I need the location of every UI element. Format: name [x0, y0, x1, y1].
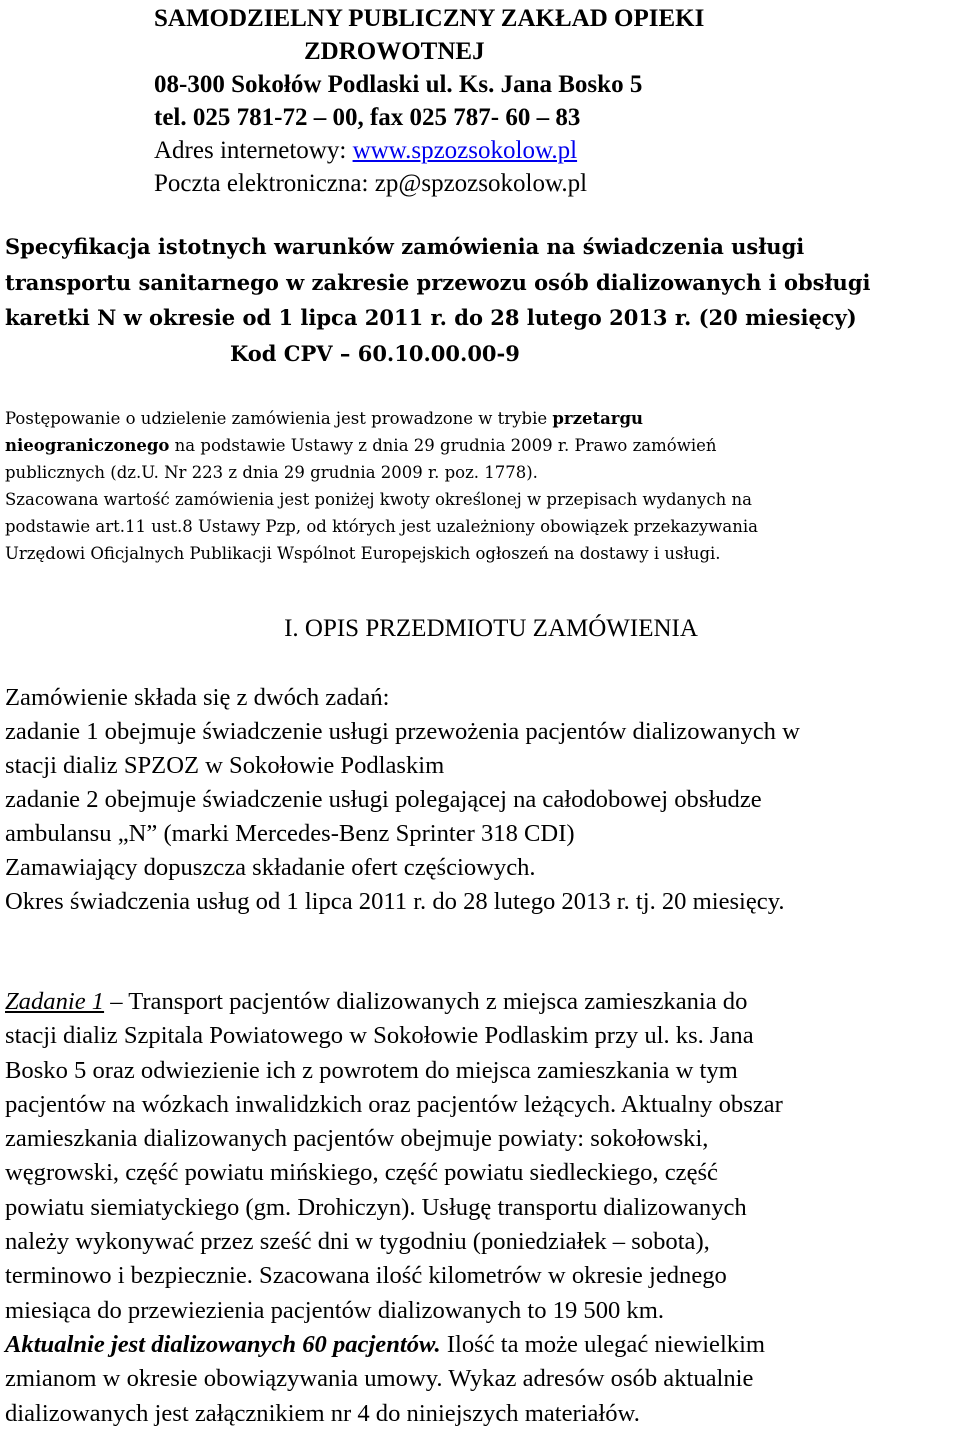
website-line: [154, 134, 914, 167]
task1-line3: Bosko 5 oraz odwiezienie ich z powrotem do miejsca zamieszkania w tym: [5, 1056, 738, 1084]
task1-paragraph: [5, 985, 955, 1431]
task1-line13: dializowanych jest załącznikiem nr 4 do niniejszych materiałów.: [5, 1399, 640, 1427]
task1-line5: zamieszkania dializowanych pacjentów obejmuje powiaty: sokołowski,: [5, 1125, 709, 1153]
task1-line11: [5, 1328, 955, 1362]
procedure-mode-bold-2: nieograniczonego: [5, 436, 170, 455]
procedure-line6: Urzędowi Oficjalnych Publikacji Wspólnot Europejskich ogłoszeń na dostawy i usługi.: [5, 544, 721, 563]
order-line2: zadanie 1 obejmuje świadczenie usługi przewożenia pacjentów dializowanych w: [5, 718, 800, 745]
institution-name-line1: SAMODZIELNY PUBLICZNY ZAKŁAD OPIEKI: [154, 5, 705, 32]
email-line: [154, 167, 914, 200]
procedure-line2: [5, 432, 955, 459]
specification-title: [5, 229, 955, 371]
task1-text-11: Ilość ta może ulegać niewielkim: [440, 1330, 766, 1358]
section-heading: I. OPIS PRZEDMIOTU ZAMÓWIENIA: [284, 615, 698, 642]
task1-line4: pacjentów na wózkach inwalidzkich oraz pacjentów leżących. Aktualny obszar: [5, 1090, 783, 1118]
website-label: Adres internetowy:: [154, 137, 353, 164]
spec-title-line2: transportu sanitarnego w zakresie przewozu osób dializowanych i obsługi: [5, 269, 871, 295]
order-line5: ambulansu „N” (marki Mercedes-Benz Sprinter 318 CDI): [5, 820, 575, 847]
order-line1: Zamówienie składa się z dwóch zadań:: [5, 684, 390, 711]
institution-name-line2: ZDROWOTNEJ: [304, 38, 485, 65]
task1-line10: miesiąca do przewiezienia pacjentów dializowanych to 19 500 km.: [5, 1296, 665, 1324]
task1-line9: terminowo i bezpiecznie. Szacowana ilość kilometrów w okresie jednego: [5, 1262, 727, 1290]
order-line6: Zamawiający dopuszcza składanie ofert częściowych.: [5, 854, 536, 881]
task1-line6: węgrowski, część powiatu mińskiego, część powiatu siedleckiego, część: [5, 1159, 718, 1187]
task1-line1: [5, 985, 955, 1019]
task1-line7: powiatu siemiatyckiego (gm. Drohiczyn). Usługę transportu dializowanych: [5, 1193, 747, 1221]
order-line7: Okres świadczenia usług od 1 lipca 2011 r. do 28 lutego 2013 r. tj. 20 miesięcy.: [5, 888, 785, 915]
institution-header: [154, 2, 914, 200]
task1-line2: stacji dializ Szpitala Powiatowego w Sokołowie Podlaskim przy ul. ks. Jana: [5, 1022, 754, 1050]
procedure-text: Postępowanie o udzielenie zamówienia jest prowadzone w trybie: [5, 409, 553, 428]
spec-title-line3: karetki N w okresie od 1 lipca 2011 r. do 28 lutego 2013 r. (20 miesięcy): [5, 305, 857, 330]
procedure-line4: Szacowana wartość zamówienia jest poniżej kwoty określonej w przepisach wydanych na: [5, 490, 752, 509]
website-link[interactable]: www.spzozsokolow.pl: [352, 137, 578, 164]
procedure-paragraph: [5, 405, 955, 567]
cpv-code: Kod CPV – 60.10.00.00-9: [230, 340, 520, 366]
institution-phone: tel. 025 781-72 – 00, fax 025 787- 60 – 83: [154, 104, 581, 131]
patient-count-emphasis: Aktualnie jest dializowanych 60 pacjentów.: [5, 1330, 441, 1358]
procedure-mode-bold: przetargu: [552, 409, 644, 428]
procedure-text-2: na podstawie Ustawy z dnia 29 grudnia 2009 r. Prawo zamówień: [169, 436, 717, 455]
procedure-line3: publicznych (dz.U. Nr 223 z dnia 29 grudnia 2009 r. poz. 1778).: [5, 463, 538, 482]
task1-line12: zmianom w okresie obowiązywania umowy. Wykaz adresów osób aktualnie: [5, 1365, 754, 1393]
order-description: [5, 681, 960, 919]
email-address: zp@spzozsokolow.pl: [374, 170, 588, 197]
procedure-line1: [5, 405, 955, 432]
task1-label: Zadanie 1: [5, 988, 105, 1015]
email-label: Poczta elektroniczna:: [154, 170, 375, 197]
task1-text: – Transport pacjentów dializowanych z miejsca zamieszkania do: [104, 988, 748, 1015]
order-line3: stacji dializ SPZOZ w Sokołowie Podlaskim: [5, 752, 445, 779]
procedure-line5: podstawie art.11 ust.8 Ustawy Pzp, od których jest uzależniony obowiązek przekazywania: [5, 517, 758, 536]
institution-address: 08-300 Sokołów Podlaski ul. Ks. Jana Bosko 5: [154, 71, 643, 98]
order-line4: zadanie 2 obejmuje świadczenie usługi polegającej na całodobowej obsłudze: [5, 786, 762, 813]
spec-title-line1: Specyfikacja istotnych warunków zamówienia na świadczenia usługi: [5, 234, 805, 259]
task1-line8: należy wykonywać przez sześć dni w tygodniu (poniedziałek – sobota),: [5, 1228, 710, 1256]
